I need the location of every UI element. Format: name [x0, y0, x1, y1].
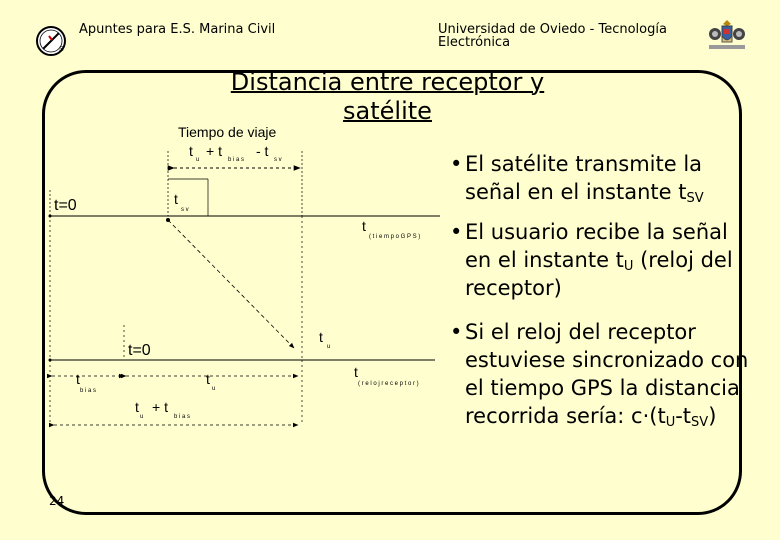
svg-text:b i a s: b i a s [174, 414, 191, 420]
svg-text:s v: s v [181, 207, 189, 213]
svg-text:t: t [362, 218, 366, 234]
university-crest-icon [707, 18, 747, 52]
svg-text:( t i e m p o G P S ): ( t i e m p o G P S ) [369, 234, 421, 240]
t-u-plus-bias-label [135, 399, 190, 420]
svg-text:b i a s: b i a s [80, 388, 97, 394]
svg-text:t: t [76, 371, 80, 387]
t-zero-upper-label: t=0 [54, 197, 77, 214]
header-right-text: Universidad de Oviedo - Tecnología Electrónica [438, 22, 667, 50]
svg-text:t: t [189, 143, 193, 159]
t-u-receiver-label [319, 329, 330, 350]
svg-text:+ t: + t [206, 143, 222, 159]
svg-text:+ t: + t [152, 399, 168, 415]
svg-text:b i a s: b i a s [228, 157, 245, 163]
t-sv-label [174, 191, 189, 213]
bullet-item: • El satélite transmite la señal en el instante $t_{SV}$ [450, 152, 704, 206]
svg-text:t: t [354, 364, 358, 380]
t-u-lower-label [206, 371, 215, 392]
svg-text:- t: - t [256, 143, 269, 159]
timing-diagram [40, 120, 450, 430]
compass-logo-icon [34, 24, 68, 58]
svg-text:u: u [140, 414, 144, 420]
bullet-item: • Si el reloj del receptor estuviese sincronizado con el tiempo GPS la distancia recorrida sería: $c\cdot(t_U-t_{SV})$ [450, 320, 749, 430]
svg-text:( r e l o j r e c e p t o r: ( r e l o j r e c e p t o r ) [358, 381, 419, 387]
svg-text:t: t [174, 191, 178, 207]
bullet-item: • El usuario recibe la señal en el instante $t_U$ (reloj del receptor) [450, 220, 733, 300]
svg-text:t: t [135, 399, 139, 415]
t-gps-label [362, 218, 420, 240]
signal-path-arrow [168, 220, 294, 348]
svg-text:t: t [206, 371, 210, 387]
page-number: 24 [49, 494, 65, 508]
header-left-text: Apuntes para E.S. Marina Civil [79, 22, 276, 37]
travel-time-label: Tiempo de viaje [178, 124, 277, 140]
svg-text:u: u [196, 157, 200, 163]
t-bias-label [76, 371, 96, 394]
svg-text:u: u [212, 386, 216, 392]
svg-text:t: t [319, 329, 323, 345]
travel-time-formula [189, 143, 282, 163]
t-zero-lower-label: t=0 [128, 342, 151, 359]
slide-title: Distancia entre receptor y satélite [230, 68, 545, 125]
t-receiver-clock-label [354, 364, 419, 387]
svg-text:S: S [59, 46, 64, 53]
bullet-list [450, 150, 750, 440]
svg-text:s v: s v [274, 157, 282, 163]
svg-text:u: u [327, 344, 331, 350]
